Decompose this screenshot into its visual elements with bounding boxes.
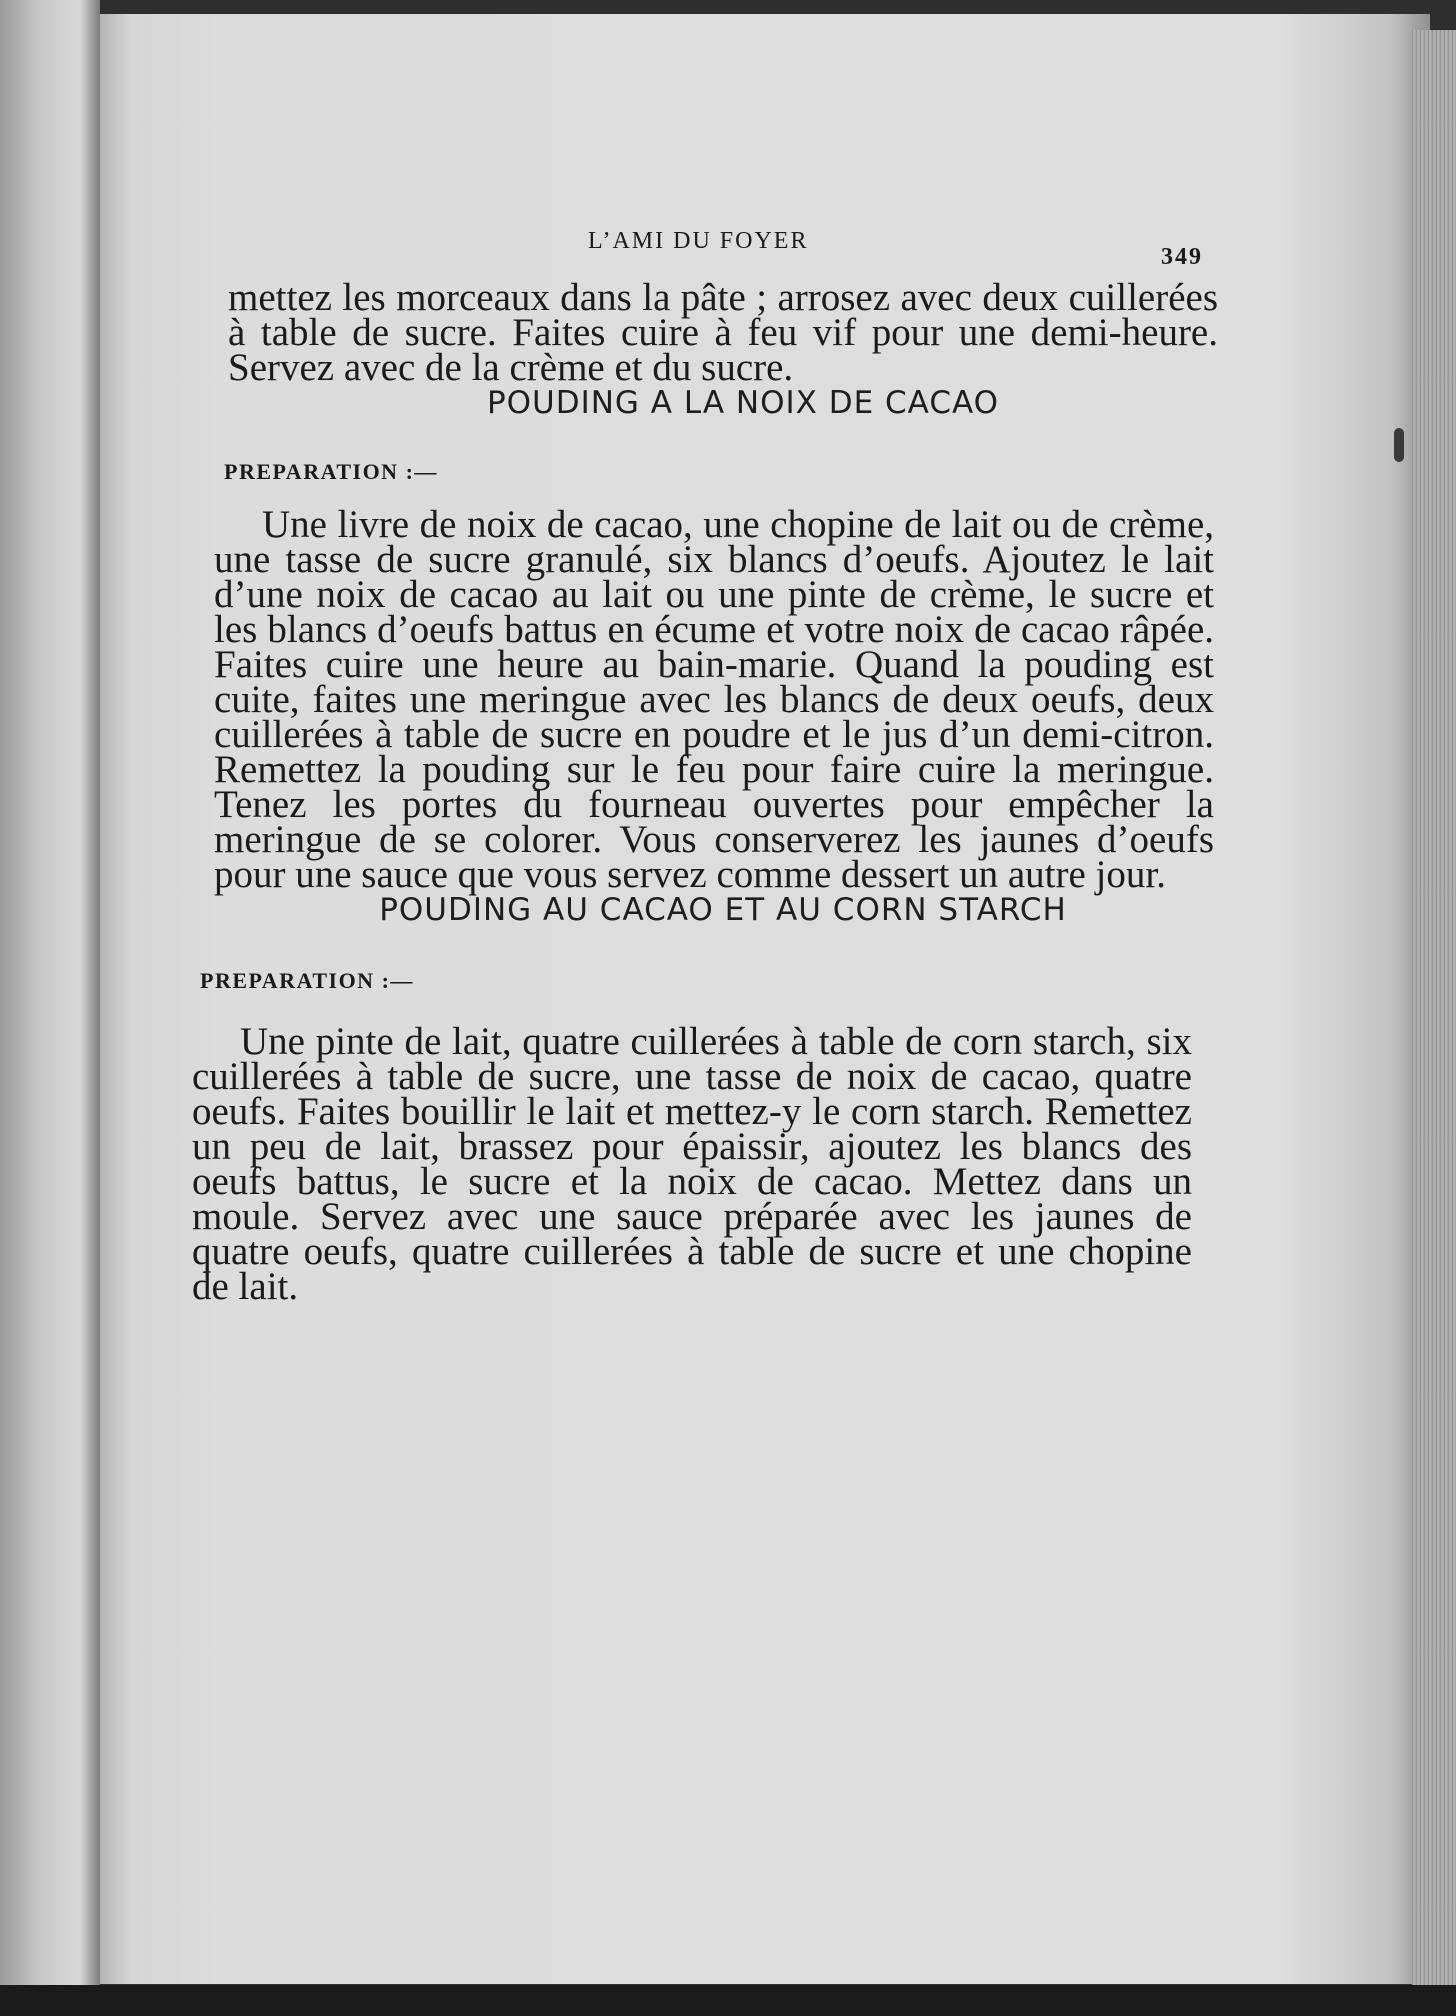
recipe-body-coconut-pudding: Une livre de noix de cacao, une chopine de lait ou de crème, une tasse de sucre granulé, six blancs d’oeufs. Ajoutez le lait d’une noix de cacao au lait ou une pinte de crème, le sucre et les blancs d’oeufs battus en écume et votre noix de cacao râpée. Faites cuire une heure au bain-marie. Quand la pouding est cuite, faites une meringue avec les blancs de deux oeufs, deux cuillerées à table de sucre en poudre et le jus d’un demi-citron. Remettez la pouding sur le feu pour faire cuire la meringue. Tenez les portes du fourneau ouvertes pour empêcher la meringue de se colorer. Vous conserverez les jaunes d’oeufs pour une sauce que vous servez comme dessert un autre jour.: [214, 503, 1214, 896]
preparation-label: PREPARATION :—: [200, 968, 414, 993]
page-number: 349: [1161, 244, 1203, 270]
section-title-coconut-pudding: POUDING A LA NOIX DE CACAO: [486, 385, 1000, 421]
facing-page-edge: [0, 0, 100, 1985]
page-content: [192, 220, 1218, 1308]
recipe-body-cocoa-cornstarch-pudding: Une pinte de lait, quatre cuillerées à table de corn starch, six cuillerées à table de sucre, une tasse de noix de cacao, quatre oeufs. Faites bouillir le lait et mettez-y le corn starch. Remettez un peu de lait, brassez pour épaissir, ajoutez les blancs des oeufs battus, le sucre et la noix de cacao. Mettez dans un moule. Servez avec une sauce préparée avec les jaunes de quatre oeufs, quatre cuillerées à table de sucre et une chopine de lait.: [192, 1020, 1192, 1308]
running-header: [228, 220, 1218, 280]
ink-smudge: [1394, 428, 1404, 462]
page-fore-edge: [1412, 30, 1456, 1990]
intro-paragraph: mettez les morceaux dans la pâte ; arrosez avec deux cuillerées à table de sucre. Faites cuire à feu vif pour une demi-heure. Servez avec de la crème et du sucre.: [228, 276, 1218, 389]
scan-background: [0, 1985, 1456, 2016]
section-title-cocoa-cornstarch-pudding: POUDING AU CACAO ET AU CORN STARCH: [379, 892, 1067, 928]
preparation-label: PREPARATION :—: [224, 459, 438, 484]
running-title: L’AMI DU FOYER: [588, 228, 809, 254]
